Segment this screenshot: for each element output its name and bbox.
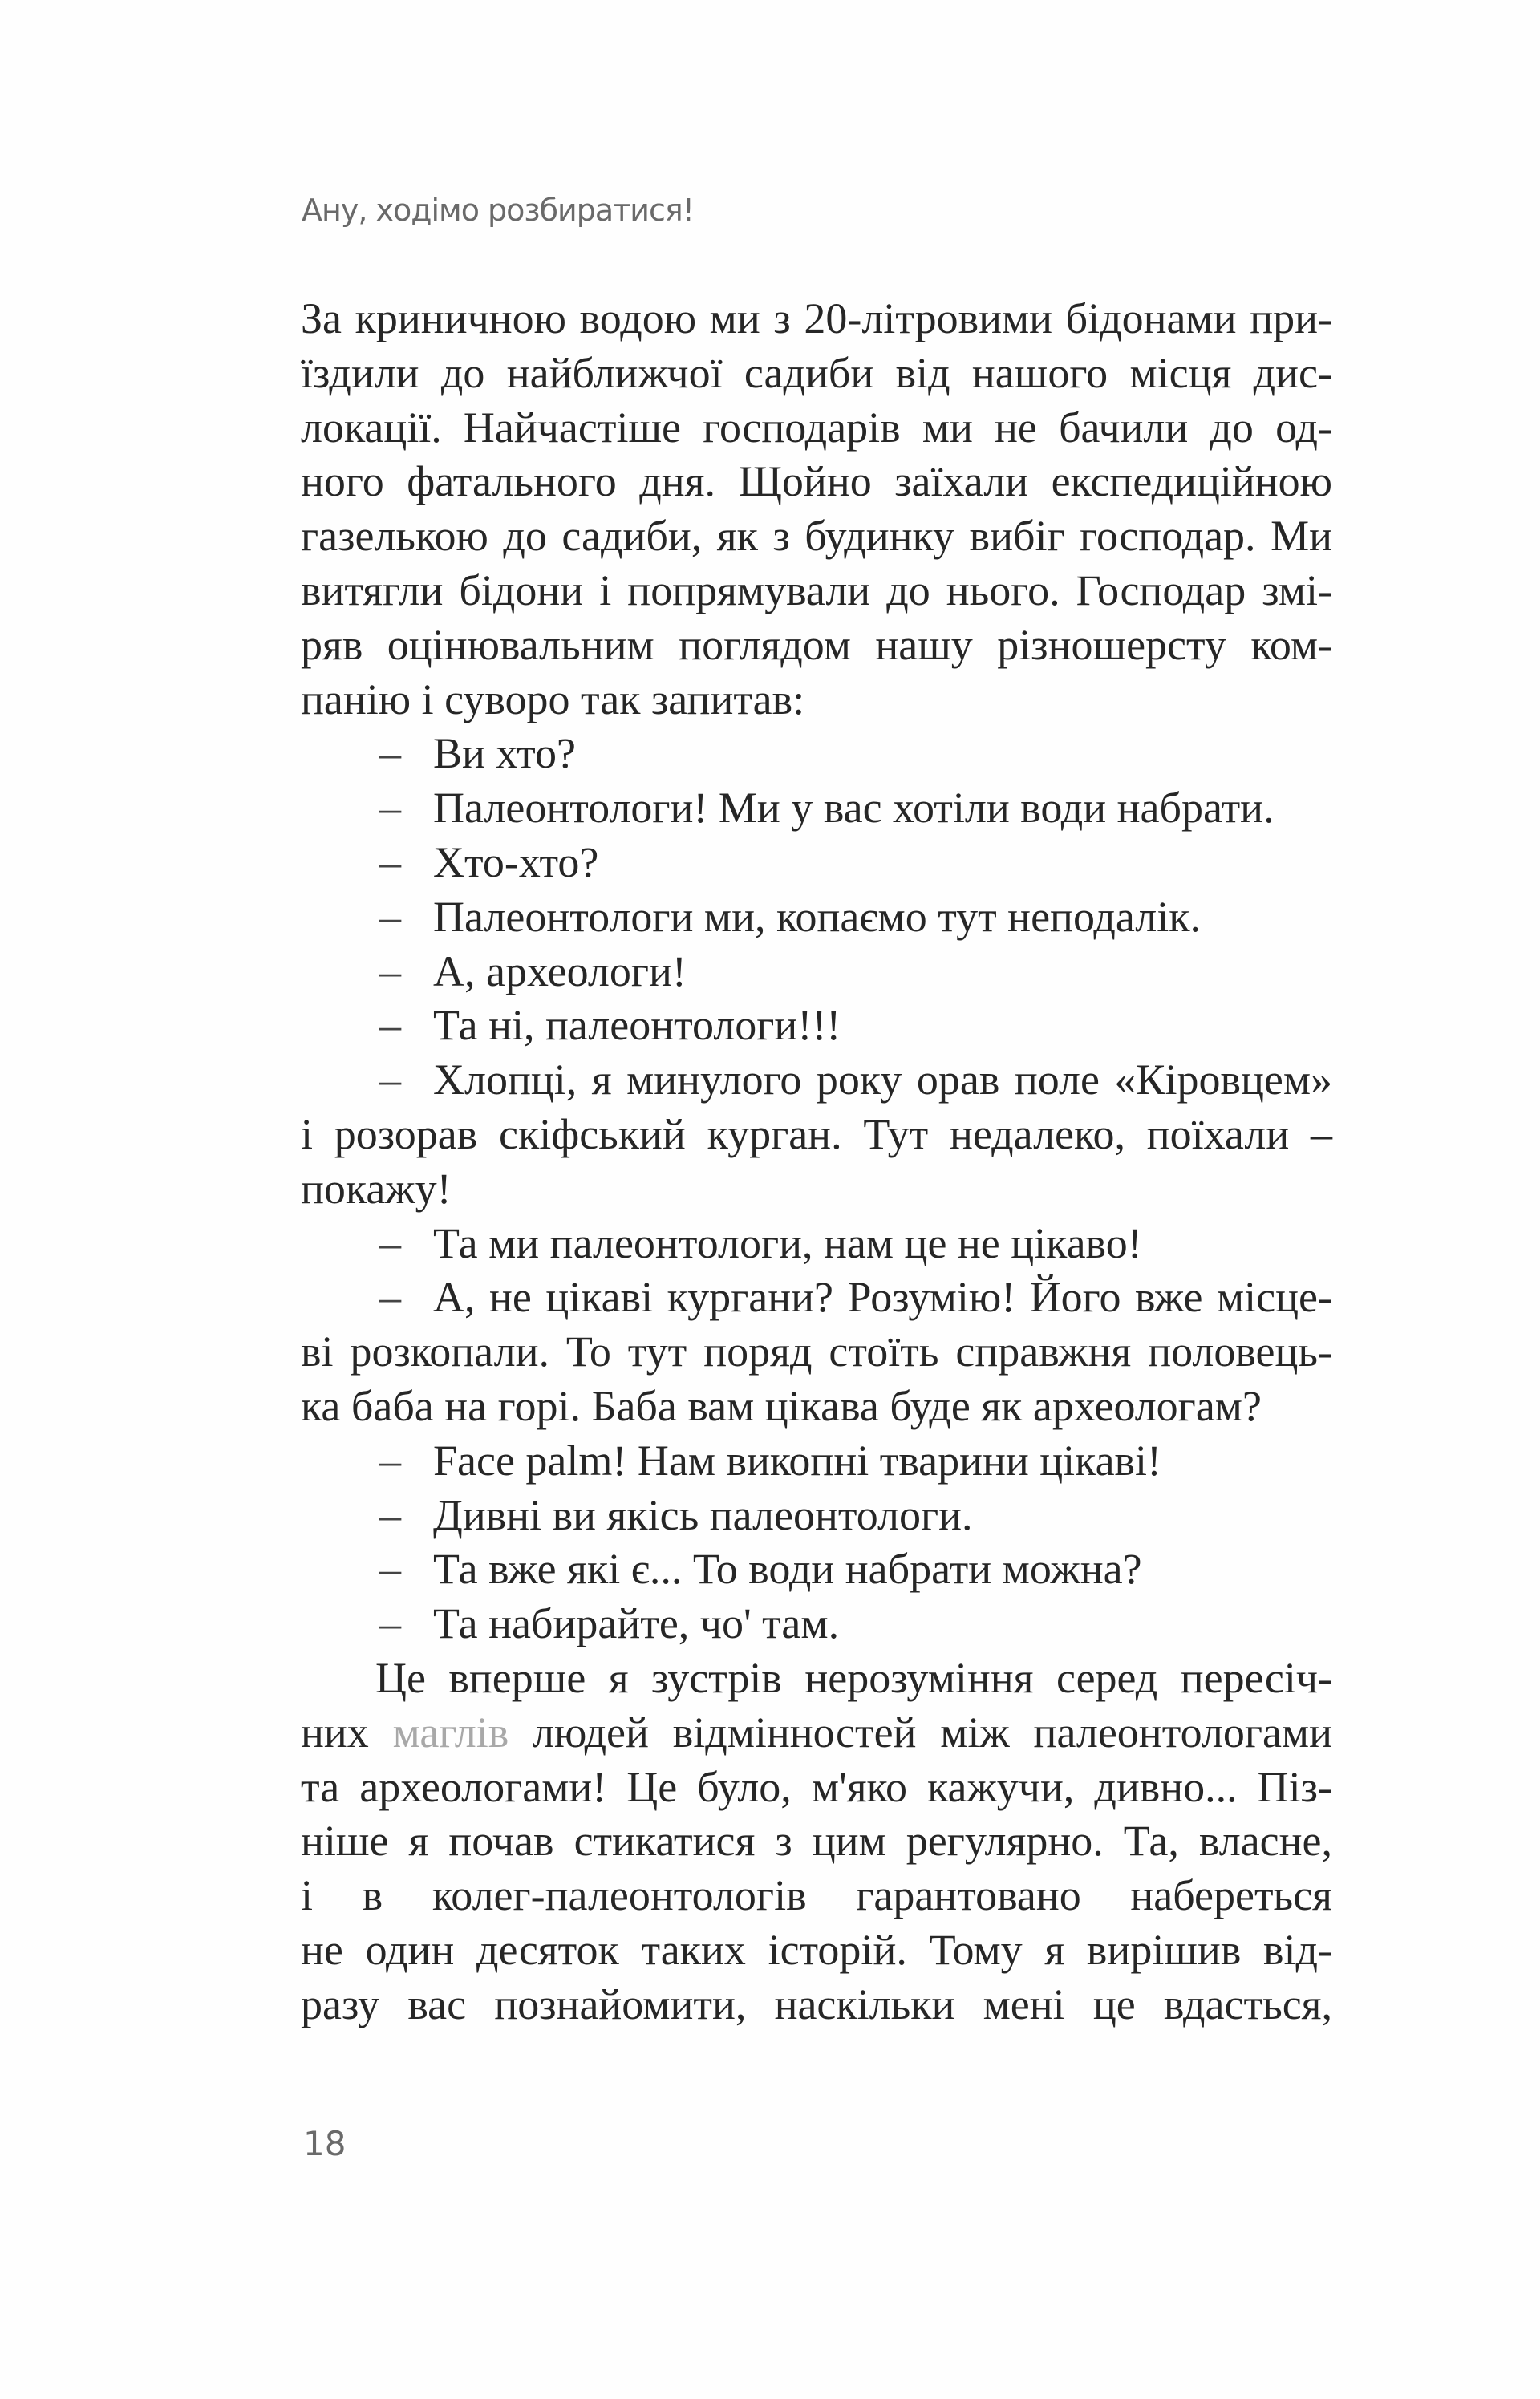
dialog-line: [301, 781, 1332, 836]
text-line-content: витягли бідони і попрямували до нього. Господар змі-: [301, 565, 1332, 614]
text-line-content: ніше я почав стикатися з цим регулярно. Та, власне,: [301, 1817, 1332, 1866]
text-line-content: і в колег-палеонтологів гарантовано набереться: [301, 1871, 1332, 1920]
text-line: [301, 346, 1332, 401]
text-line-content: [301, 1706, 1332, 1761]
page-number: 18: [303, 2124, 346, 2163]
text-line: [301, 1108, 1332, 1162]
dialog-text: А, археологи!: [433, 946, 687, 995]
running-head: Ану, ходімо розбиратися!: [302, 192, 694, 228]
text-line: [301, 564, 1332, 618]
dialog-dash: –: [379, 946, 401, 995]
dialog-line: [301, 1489, 1332, 1543]
dialog-text: А, не цікаві кургани? Розумію! Його вже місце-: [433, 1273, 1332, 1322]
text-line: [301, 455, 1332, 509]
dialog-dash: –: [379, 892, 401, 941]
dialog-text: Face palm! Нам викопні тварини цікаві!: [433, 1436, 1162, 1485]
dialog-dash: –: [379, 1545, 401, 1594]
text-line: [301, 1325, 1332, 1380]
text-line-content: За криничною водою ми з 20-літровими бідонами при-: [301, 294, 1332, 342]
dialog-dash: –: [379, 1490, 401, 1539]
text-line-content: газелькою до садиби, як з будинку вибіг господар. Ми: [301, 512, 1332, 561]
dialog-text: Та ні, палеонтологи!!!: [433, 1001, 841, 1050]
text-line: [301, 1814, 1332, 1869]
text-line: [301, 673, 1332, 727]
dialog-text: Хто-хто?: [433, 837, 599, 886]
text-line: [301, 1923, 1332, 1978]
text-fragment: них: [301, 1708, 393, 1757]
dialog-line: [301, 1270, 1332, 1325]
text-line-content: локації. Найчастіше господарів ми не бачили до од-: [301, 403, 1332, 452]
dialog-line: [301, 1597, 1332, 1651]
text-line-content: і розорав скіфський курган. Тут недалеко, поїхали –: [301, 1109, 1332, 1158]
text-line: [301, 1651, 1332, 1706]
text-line-content: не один десяток таких історій. Тому я вирішив від-: [301, 1925, 1332, 1974]
highlighted-term: маглів: [392, 1708, 509, 1757]
dialog-line: [301, 945, 1332, 999]
dialog-dash: –: [379, 729, 401, 778]
dialog-line: [301, 727, 1332, 781]
dialog-dash: –: [379, 1599, 401, 1648]
dialog-text: Палеонтологи! Ми у вас хотіли води набрати.: [433, 784, 1275, 833]
dialog-dash: –: [379, 1056, 401, 1104]
text-line: [301, 1978, 1332, 2032]
text-line-content: ка баба на горі. Баба вам цікава буде як археологам?: [301, 1381, 1262, 1430]
text-line-content: покажу!: [301, 1164, 452, 1213]
text-line-content: ного фатального дня. Щойно заїхали експедиційною: [301, 457, 1332, 506]
dialog-dash: –: [379, 837, 401, 886]
dialog-text: Та вже які є... То води набрати можна?: [433, 1545, 1142, 1594]
dialog-text: Хлопці, я минулого року орав поле «Кіровцем»: [433, 1056, 1332, 1104]
dialog-text: Палеонтологи ми, копаємо тут неподалік.: [433, 892, 1201, 941]
body-text: [301, 292, 1332, 2032]
text-line-content: їздили до найближчої садиби від нашого місця дис-: [301, 348, 1332, 397]
text-line-content: разу вас познайомити, наскільки мені це вдасться,: [301, 1980, 1332, 2028]
dialog-dash: –: [379, 1273, 401, 1322]
dialog-line: [301, 890, 1332, 945]
dialog-text: Та ми палеонтологи, нам це не цікаво!: [433, 1218, 1142, 1267]
dialog-line: [301, 1053, 1332, 1108]
dialog-dash: –: [379, 1218, 401, 1267]
dialog-dash: –: [379, 784, 401, 833]
text-line: [301, 292, 1332, 346]
text-line-content: ряв оцінювальним поглядом нашу різношерсту ком-: [301, 620, 1332, 669]
text-line: [301, 618, 1332, 673]
dialog-text: Ви хто?: [433, 729, 576, 778]
text-line: [301, 1706, 1332, 1761]
dialog-line: [301, 1217, 1332, 1271]
text-fragment: людей відмінностей між палеонтологами: [509, 1708, 1333, 1757]
dialog-line: [301, 999, 1332, 1053]
text-line-content: ві розкопали. То тут поряд стоїть справжня половець-: [301, 1327, 1332, 1376]
text-line: [301, 1761, 1332, 1815]
dialog-dash: –: [379, 1001, 401, 1050]
text-line-content: Це вперше я зустрів нерозуміння серед пересіч-: [375, 1653, 1332, 1702]
text-line: [301, 401, 1332, 456]
dialog-dash: –: [379, 1436, 401, 1485]
text-line-content: та археологами! Це було, м'яко кажучи, дивно... Піз-: [301, 1762, 1332, 1811]
text-line-content: панію і суворо так запитав:: [301, 675, 805, 723]
dialog-line: [301, 836, 1332, 890]
dialog-text: Дивні ви якісь палеонтологи.: [433, 1490, 973, 1539]
text-line: [301, 1869, 1332, 1923]
text-line: [301, 509, 1332, 564]
text-line: [301, 1380, 1332, 1434]
dialog-line: [301, 1542, 1332, 1597]
dialog-line: [301, 1434, 1332, 1489]
dialog-text: Та набирайте, чо' там.: [433, 1599, 840, 1648]
text-line: [301, 1162, 1332, 1217]
